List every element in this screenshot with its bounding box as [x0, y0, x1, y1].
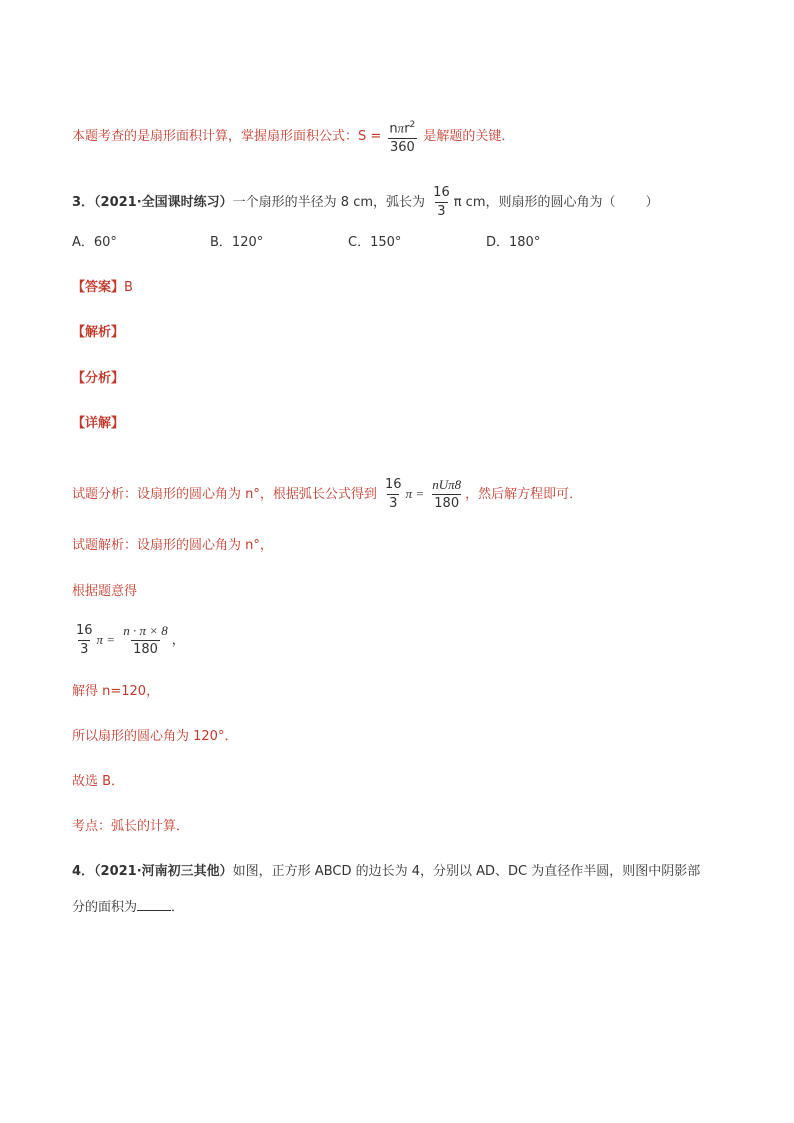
formula-r: r: [404, 121, 410, 137]
analysis-fraction-1: [383, 476, 404, 513]
option-d: D．180°: [486, 235, 541, 250]
analysis-fraction-2: [430, 476, 463, 513]
question-3-stem: [72, 184, 659, 221]
analysis-frac2-den: 180: [434, 496, 460, 511]
equation-pi-eq: π =: [96, 632, 116, 647]
arc-frac-den: 3: [437, 204, 446, 219]
equation-fraction-1: [74, 622, 95, 659]
answer-blank[interactable]: [137, 896, 171, 911]
option-c: C．150°: [348, 235, 402, 250]
arc-frac-num: 16: [433, 185, 450, 200]
question-3-stem-close: ）: [645, 195, 659, 210]
eq-frac1-num: 16: [76, 623, 93, 638]
question-4-stem-line-1: 如图，正方形 ABCD 的边长为 4，分别以 AD、DC 为直径作半圆，则图中阴影部: [232, 864, 701, 879]
analysis-pi-eq: π =: [405, 486, 425, 501]
equation-fraction-2: [121, 622, 170, 659]
question-3-stem-before: 一个扇形的半径为 8 cm，弧长为: [232, 195, 426, 210]
solve-result: 解得 n=120，: [72, 684, 160, 699]
summary-line: [72, 116, 514, 157]
question-4-number: 4．: [72, 864, 95, 879]
eq-frac2-den: 180: [133, 642, 158, 657]
formula-denominator: 360: [389, 140, 415, 156]
analysis-tag: 【解析】: [72, 325, 125, 340]
equation-line: [72, 622, 185, 659]
sector-area-formula: [387, 116, 417, 157]
formula-pi: π: [397, 120, 405, 136]
eq-frac1-den: 3: [80, 642, 89, 657]
analysis-frac2-num: nUπ̇8: [432, 477, 462, 492]
question-3-number: 3．: [72, 195, 95, 210]
detail-tag: 【详解】: [72, 416, 125, 431]
answer-value: B: [124, 280, 133, 295]
analysis-frac1-num: 16: [385, 477, 402, 492]
question-3-stem-pi-cm: π cm，则扇形的圆心角为（: [453, 195, 616, 210]
analysis-line: [72, 476, 582, 513]
analysis-frac1-den: 3: [389, 496, 398, 511]
by-meaning: 根据题意得: [72, 584, 138, 599]
eq-frac2-num: n · π × 8: [123, 623, 168, 638]
question-4-line-1: [72, 862, 700, 882]
summary-text: 本题考查的是扇形面积计算，掌握扇形面积公式：S =: [72, 129, 382, 145]
question-4-line-2: [72, 896, 184, 918]
question-4-source: （2021·河南初三其他）: [94, 864, 233, 879]
summary-text-after: 是解题的关键．: [423, 129, 515, 145]
arc-length-fraction: [431, 184, 452, 221]
answer-line: [72, 278, 133, 298]
answer-tag: 【答案】: [72, 280, 125, 295]
kaodian-line: 考点：弧长的计算．: [72, 819, 190, 834]
question-4-stem-line-2-after: ．: [171, 900, 185, 915]
formula-exponent: 2: [409, 120, 416, 130]
option-a: A．60°: [72, 235, 117, 250]
choose-line: 故选 B．: [72, 774, 125, 789]
analysis-line-after: ，然后解方程即可．: [465, 487, 583, 502]
question-3-source: （2021·全国课时练习）: [94, 195, 233, 210]
formula-n: n: [389, 121, 398, 137]
solution-intro: 试题解析：设扇形的圆心角为 n°，: [72, 538, 273, 553]
question-4-stem-line-2-before: 分的面积为: [72, 900, 138, 915]
conclusion: 所以扇形的圆心角为 120°．: [72, 729, 238, 744]
fenxi-tag: 【分析】: [72, 371, 125, 386]
option-b: B．120°: [210, 235, 264, 250]
equation-comma: ，: [171, 633, 185, 648]
analysis-line-before: 试题分析：设扇形的圆心角为 n°，根据弧长公式得到: [72, 487, 377, 502]
